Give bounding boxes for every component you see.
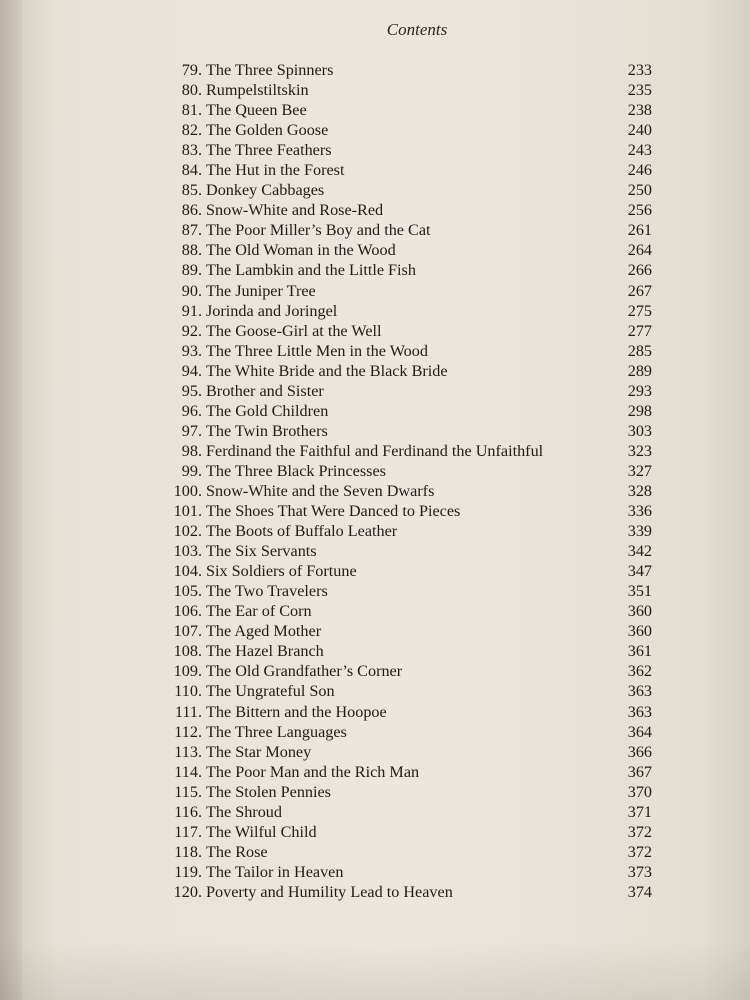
toc-entry-number: 82. xyxy=(181,121,202,140)
toc-entry-page: 267 xyxy=(627,281,652,300)
toc-entry-page: 233 xyxy=(627,61,652,79)
toc-entry-title: The Stolen Pennies xyxy=(206,782,331,801)
toc-entry-title: Rumpelstiltskin xyxy=(206,81,309,100)
toc-entry-page: 339 xyxy=(627,522,652,541)
toc-entry-page: 374 xyxy=(627,882,652,901)
toc-entry[interactable] xyxy=(150,661,652,681)
toc-entry-title: The Bittern and the Hoopoe xyxy=(206,702,387,721)
toc-entry-title: Ferdinand the Faithful and Ferdinand the Unfaithful xyxy=(206,441,544,460)
toc-entry[interactable] xyxy=(150,481,652,501)
toc-entry-page: 328 xyxy=(627,481,652,500)
toc-entry-title: The Tailor in Heaven xyxy=(206,862,344,881)
toc-entry-title: The Hut in the Forest xyxy=(206,161,345,180)
toc-entry-title: The Golden Goose xyxy=(206,121,329,140)
toc-entry-number: 111. xyxy=(174,702,202,721)
toc-entry-title: The Three Languages xyxy=(206,722,347,741)
toc-entry[interactable] xyxy=(150,561,652,581)
toc-entry-page: 277 xyxy=(627,321,652,340)
toc-entry-page: 360 xyxy=(627,622,652,641)
toc-entry-page: 298 xyxy=(627,401,652,420)
toc-entry-page: 289 xyxy=(627,361,652,380)
toc-entry-number: 102. xyxy=(173,522,202,541)
toc-entry-page: 238 xyxy=(627,101,652,120)
toc-entry-number: 94. xyxy=(181,361,202,380)
toc-entry-title: The Three Little Men in the Wood xyxy=(206,341,428,360)
toc-entry-title: The Old Grandfather’s Corner xyxy=(206,662,403,681)
toc-entry[interactable] xyxy=(150,401,652,421)
toc-entry-page: 240 xyxy=(627,121,652,140)
toc-entry-number: 97. xyxy=(181,421,202,440)
adjacent-page-edge xyxy=(0,0,22,1000)
toc-entry-page: 303 xyxy=(627,421,652,440)
toc-entry-title: The Star Money xyxy=(206,742,312,761)
toc-entry-number: 83. xyxy=(181,141,202,160)
toc-entry-number: 115. xyxy=(174,782,202,801)
toc-entry[interactable] xyxy=(150,240,652,260)
toc-entry-page: 243 xyxy=(627,141,652,160)
toc-entry[interactable] xyxy=(150,281,652,301)
toc-entry[interactable] xyxy=(150,441,652,461)
toc-entry-title: The Rose xyxy=(206,842,268,861)
toc-entry-page: 370 xyxy=(627,782,652,801)
toc-entry-page: 373 xyxy=(627,862,652,881)
toc-entry-page: 363 xyxy=(627,682,652,701)
toc-entry-page: 336 xyxy=(627,502,652,521)
toc-entry-page: 372 xyxy=(627,842,652,861)
toc-entry-number: 84. xyxy=(181,161,202,180)
toc-entry-page: 351 xyxy=(627,582,652,601)
toc-entry-number: 119. xyxy=(174,862,202,881)
toc-entry-number: 120. xyxy=(173,882,202,901)
toc-entry-page: 371 xyxy=(627,802,652,821)
toc-entry[interactable] xyxy=(150,842,652,862)
toc-entry-title: The Ear of Corn xyxy=(206,602,312,621)
toc-entry-number: 99. xyxy=(181,461,202,480)
table-of-contents xyxy=(150,60,652,902)
toc-entry-number: 100. xyxy=(173,481,202,500)
toc-entry-title: Snow-White and Rose-Red xyxy=(206,201,384,220)
toc-entry-page: 367 xyxy=(627,762,652,781)
toc-entry-number: 95. xyxy=(181,381,202,400)
toc-entry-number: 92. xyxy=(181,321,202,340)
toc-entry-number: 117. xyxy=(174,822,202,841)
toc-entry-number: 85. xyxy=(181,181,202,200)
toc-entry-number: 90. xyxy=(181,281,202,300)
toc-entry[interactable] xyxy=(150,521,652,541)
toc-entry-page: 342 xyxy=(627,542,652,561)
toc-entry-title: The Shroud xyxy=(206,802,282,821)
toc-entry[interactable] xyxy=(150,702,652,722)
toc-entry[interactable] xyxy=(150,80,652,100)
toc-entry[interactable] xyxy=(150,601,652,621)
toc-entry[interactable] xyxy=(150,140,652,160)
toc-entry-number: 112. xyxy=(174,722,202,741)
toc-entry[interactable] xyxy=(150,822,652,842)
toc-entry-page: 235 xyxy=(627,81,652,100)
toc-entry-page: 360 xyxy=(627,602,652,621)
toc-entry[interactable] xyxy=(150,260,652,280)
toc-entry-page: 347 xyxy=(627,562,652,581)
toc-entry-title: The Three Feathers xyxy=(206,141,332,160)
toc-entry-number: 108. xyxy=(173,642,202,661)
toc-entry-title: The Queen Bee xyxy=(206,101,307,120)
page-title: Contents xyxy=(386,20,448,39)
toc-entry-number: 101. xyxy=(173,502,202,521)
toc-entry-title: The Twin Brothers xyxy=(206,421,328,440)
toc-entry-number: 107. xyxy=(173,622,202,641)
toc-entry-page: 266 xyxy=(627,261,652,280)
toc-entry[interactable] xyxy=(150,802,652,822)
toc-entry-number: 105. xyxy=(173,582,202,601)
toc-entry-title: The Three Black Princesses xyxy=(206,461,386,480)
toc-entry-title: The Gold Children xyxy=(206,401,329,420)
toc-entry-number: 79. xyxy=(181,61,202,79)
toc-entry-title: Snow-White and the Seven Dwarfs xyxy=(206,481,435,500)
toc-entry[interactable] xyxy=(150,621,652,641)
toc-entry[interactable] xyxy=(150,160,652,180)
page-shadow xyxy=(0,940,750,1000)
toc-entry[interactable] xyxy=(150,341,652,361)
toc-entry-number: 113. xyxy=(174,742,202,761)
toc-entry-page: 364 xyxy=(627,722,652,741)
toc-entry[interactable] xyxy=(150,541,652,561)
toc-entry-title: Jorinda and Joringel xyxy=(206,301,338,320)
toc-entry-title: The Shoes That Were Danced to Pieces xyxy=(206,502,461,521)
toc-entry-number: 88. xyxy=(181,241,202,260)
toc-entry-title: Donkey Cabbages xyxy=(206,181,325,200)
toc-entry-number: 106. xyxy=(173,602,202,621)
toc-entry-page: 372 xyxy=(627,822,652,841)
toc-entry[interactable] xyxy=(150,180,652,200)
toc-entry-number: 87. xyxy=(181,221,202,240)
toc-entry[interactable] xyxy=(150,120,652,140)
toc-entry[interactable] xyxy=(150,321,652,341)
toc-entry[interactable] xyxy=(150,461,652,481)
toc-entry[interactable] xyxy=(150,220,652,240)
toc-entry-page: 366 xyxy=(627,742,652,761)
toc-entry-page: 327 xyxy=(627,461,652,480)
toc-entry-number: 114. xyxy=(174,762,202,781)
toc-entry[interactable] xyxy=(150,681,652,701)
toc-entry-page: 256 xyxy=(627,201,652,220)
toc-entry-title: The Goose-Girl at the Well xyxy=(206,321,382,340)
toc-entry[interactable] xyxy=(150,361,652,381)
toc-entry[interactable] xyxy=(150,882,652,902)
toc-entry-number: 118. xyxy=(174,842,202,861)
toc-entry-title: The Aged Mother xyxy=(206,622,322,641)
toc-entry-title: The Hazel Branch xyxy=(206,642,324,661)
toc-entry[interactable] xyxy=(150,100,652,120)
toc-entry[interactable] xyxy=(150,301,652,321)
toc-entry[interactable] xyxy=(150,782,652,802)
toc-entry-page: 361 xyxy=(627,642,652,661)
toc-entry[interactable] xyxy=(150,742,652,762)
toc-entry-page: 246 xyxy=(627,161,652,180)
toc-entry-title: The Poor Man and the Rich Man xyxy=(206,762,420,781)
toc-entry-number: 103. xyxy=(173,542,202,561)
toc-entry-page: 275 xyxy=(627,301,652,320)
toc-entry[interactable] xyxy=(150,581,652,601)
toc-entry-number: 96. xyxy=(181,401,202,420)
toc-entry-page: 323 xyxy=(627,441,652,460)
toc-entry-number: 109. xyxy=(173,662,202,681)
toc-entry[interactable] xyxy=(150,762,652,782)
toc-entry-number: 110. xyxy=(174,682,202,701)
toc-entry-number: 89. xyxy=(181,261,202,280)
toc-entry-title: The Ungrateful Son xyxy=(206,682,335,701)
toc-entry[interactable] xyxy=(150,60,652,80)
toc-entry-page: 250 xyxy=(627,181,652,200)
toc-entry-title: The Lambkin and the Little Fish xyxy=(206,261,416,280)
toc-entry-number: 81. xyxy=(181,101,202,120)
toc-entry-page: 363 xyxy=(627,702,652,721)
toc-entry-number: 80. xyxy=(181,81,202,100)
toc-entry-page: 362 xyxy=(627,662,652,681)
toc-entry[interactable] xyxy=(150,722,652,742)
toc-entry-title: The Three Spinners xyxy=(206,61,334,79)
toc-entry-number: 98. xyxy=(181,441,202,460)
toc-entry[interactable] xyxy=(150,501,652,521)
toc-entry[interactable] xyxy=(150,862,652,882)
toc-entry-page: 261 xyxy=(627,221,652,240)
toc-entry-title: Six Soldiers of Fortune xyxy=(206,562,357,581)
toc-entry-title: Poverty and Humility Lead to Heaven xyxy=(206,882,453,901)
toc-entry-number: 91. xyxy=(181,301,202,320)
toc-entry-page: 264 xyxy=(627,241,652,260)
toc-entry-title: The Old Woman in the Wood xyxy=(206,241,396,260)
toc-entry-title: The Poor Miller’s Boy and the Cat xyxy=(206,221,431,240)
toc-entry[interactable] xyxy=(150,641,652,661)
toc-entry[interactable] xyxy=(150,421,652,441)
toc-entry-number: 93. xyxy=(181,341,202,360)
toc-entry-title: The Two Travelers xyxy=(206,582,328,601)
toc-entry-page: 293 xyxy=(627,381,652,400)
toc-entry-number: 86. xyxy=(181,201,202,220)
toc-entry[interactable] xyxy=(150,381,652,401)
toc-entry-title: The Boots of Buffalo Leather xyxy=(206,522,398,541)
toc-entry-page: 285 xyxy=(627,341,652,360)
toc-entry-title: The Juniper Tree xyxy=(206,281,316,300)
toc-entry-title: The White Bride and the Black Bride xyxy=(206,361,448,380)
toc-entry-number: 116. xyxy=(174,802,202,821)
toc-entry-title: The Six Servants xyxy=(206,542,317,561)
toc-entry-number: 104. xyxy=(173,562,202,581)
toc-entry-title: Brother and Sister xyxy=(206,381,324,400)
toc-entry-title: The Wilful Child xyxy=(206,822,317,841)
toc-entry[interactable] xyxy=(150,200,652,220)
